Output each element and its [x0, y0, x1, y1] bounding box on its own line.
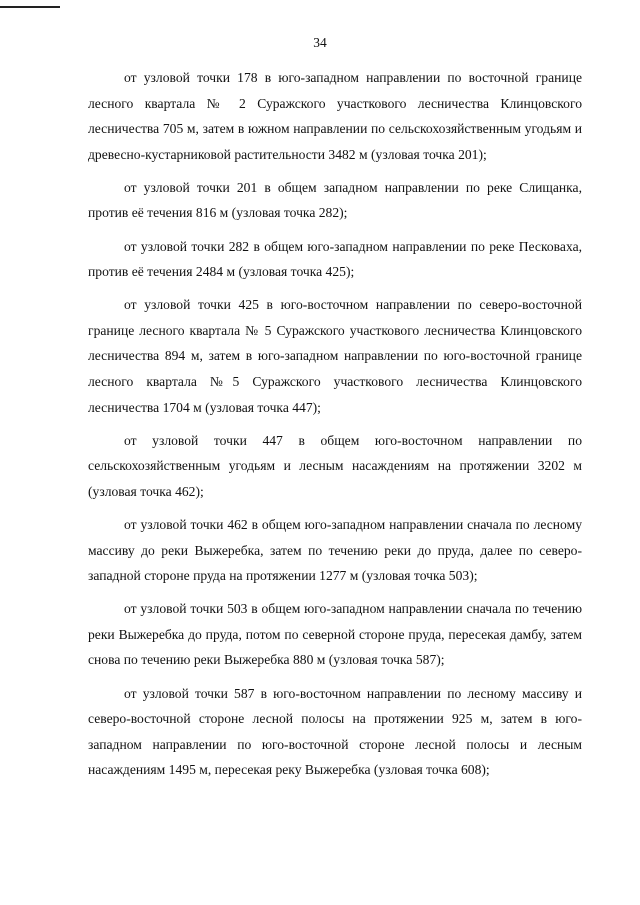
document-body	[88, 65, 582, 790]
paragraph-6: от узловой точки 462 в общем юго-западном направлении сначала по лесному массиву до реки Выжеребка, затем по течению реки до пруда, далее по северо-западной стороне пруда на протяжении 1277 м (узловая точка 503);	[88, 517, 582, 584]
paragraph-2: от узловой точки 201 в общем западном направлении по реке Слищанка, против её течения 816 м (узловая точка 282);	[88, 179, 582, 221]
paragraph-8: от узловой точки 587 в юго-восточном направлении по лесному массиву и северо-восточной стороне лесной полосы на протяжении 925 м, затем в юго-западном направлении по юго-восточной стороне лесной полосы и лесным насаждениям 1495 м, пересекая реку Выжеребка (узловая точка 608);	[88, 685, 582, 778]
paragraph-7: от узловой точки 503 в общем юго-западном направлении сначала по течению реки Выжеребка до пруда, потом по северной стороне пруда, пересекая дамбу, затем снова по течению реки Выжеребка 880 м (узловая точка 587);	[88, 601, 582, 668]
paragraph-3: от узловой точки 282 в общем юго-западном направлении по реке Песковаха, против её течения 2484 м (узловая точка 425);	[88, 238, 582, 280]
paragraph-1: от узловой точки 178 в юго-западном направлении по восточной границе лесного квартала № 2 Суражского участкового лесничества Клинцовского лесничества 705 м, затем в южном направлении по сельскохозяйственным угодьям и древесно-кустарниковой растительности 3482 м (узловая точка 201);	[88, 70, 582, 162]
paragraph-5: от узловой точки 447 в общем юго-восточном направлении по сельскохозяйственным угодьям и лесным насаждениям на протяжении 3202 м (узловая точка 462);	[88, 432, 582, 499]
top-rule	[0, 6, 60, 8]
page-number: 34	[313, 35, 327, 50]
paragraph-4: от узловой точки 425 в юго-восточном направлении по северо-восточной границе лесного квартала № 5 Суражского участкового лесничества Клинцовского лесничества 894 м, затем в юго-западном направлении по юго-восточной границе лесного квартала №5 Суражского участкового лесничества Клинцовского лесничества 1704 м (узловая точка 447);	[88, 297, 582, 415]
